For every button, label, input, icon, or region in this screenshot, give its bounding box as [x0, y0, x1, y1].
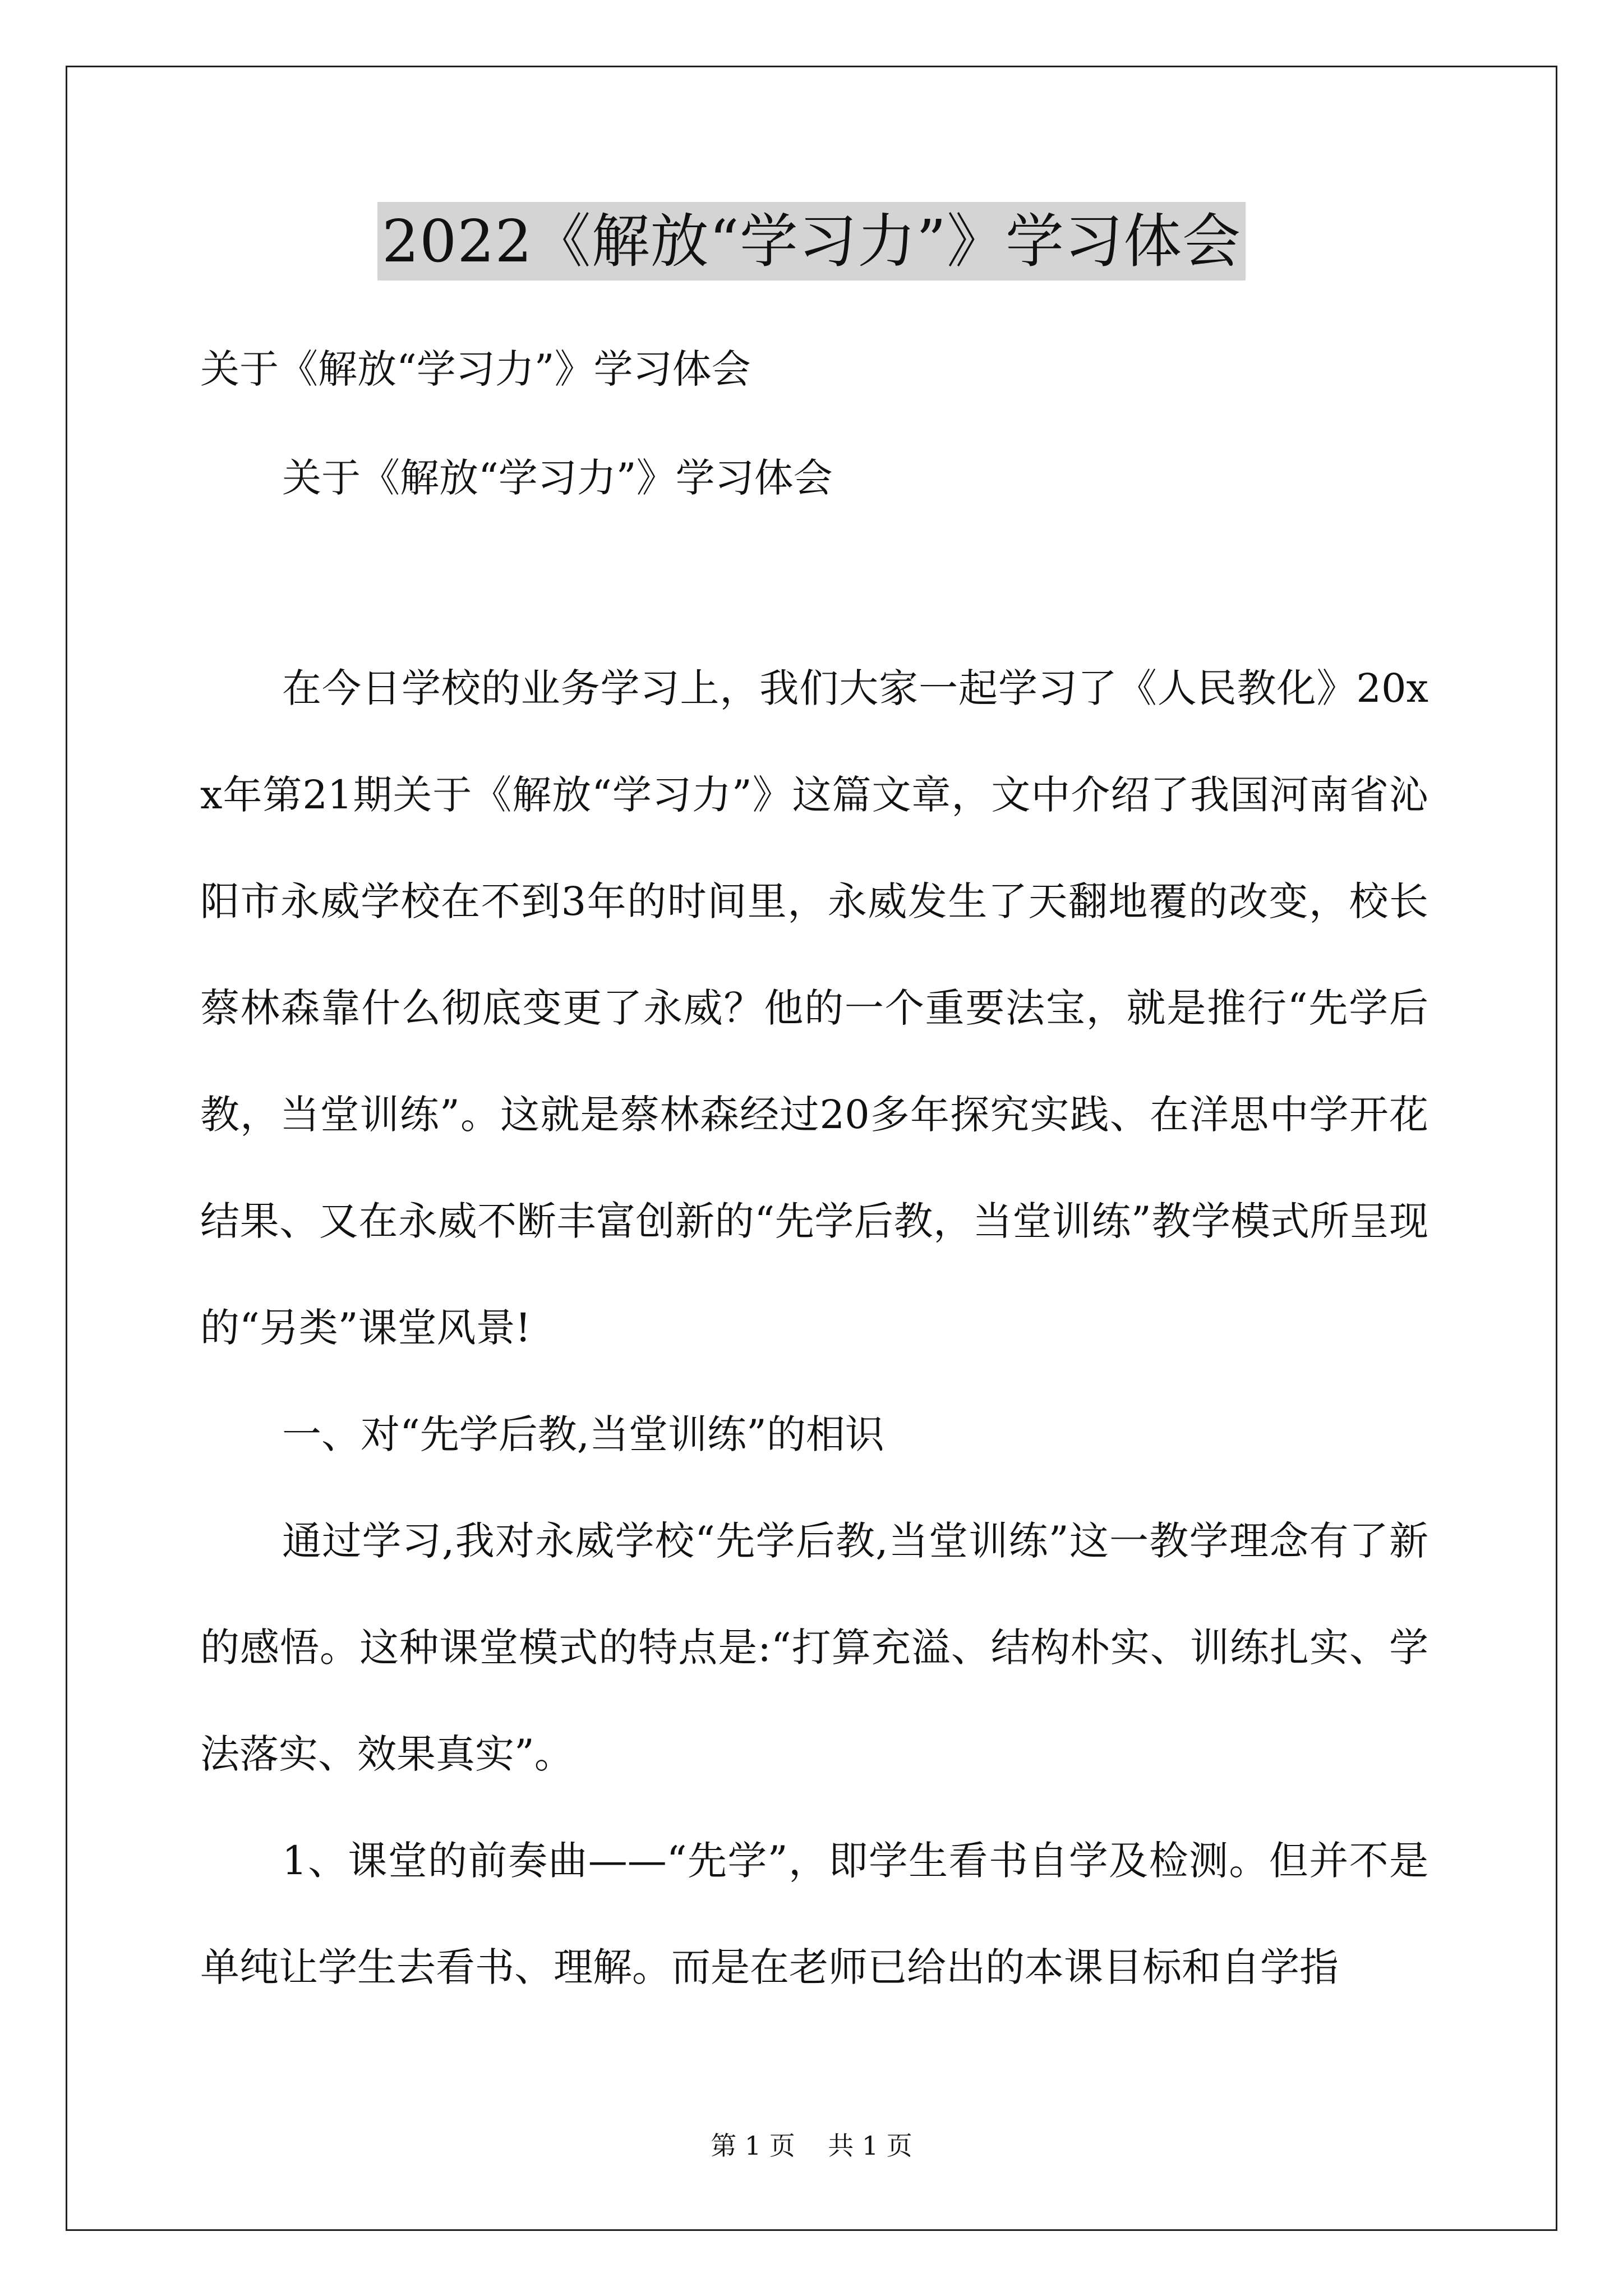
paragraph-understanding: 通过学习,我对永威学校“先学后教,当堂训练”这一教学理念有了新的感悟。这种课堂模式的特点是:“打算充溢、结构朴实、训练扎实、学法落实、效果真实”。: [200, 1518, 1428, 1777]
document-body: [200, 343, 1428, 2021]
subtitle-line-1: 关于《解放“学习力”》学习体会: [200, 346, 751, 392]
paragraph-point-1: 1、课堂的前奏曲——“先学”，即学生看书自学及检测。但并不是单纯让学生去看书、理解。而是在老师已给出的本课目标和自学指: [200, 1838, 1428, 1990]
page-footer: 第 1 页 共 1 页: [711, 2131, 912, 2161]
subtitle-line-2: 关于《解放“学习力”》学习体会: [282, 455, 833, 501]
document-title: 2022《解放“学习力”》学习体会: [377, 202, 1246, 280]
section-heading-1: 一、对“先学后教,当堂训练”的相识: [282, 1411, 884, 1457]
body-text: [200, 635, 1428, 2021]
paragraph-intro: 在今日学校的业务学习上，我们大家一起学习了《人民教化》20xx年第21期关于《解放“学习力”》这篇文章，文中介绍了我国河南省沁阳市永威学校在不到3年的时间里，永威发生了天翻地覆的改变，校长蔡林森靠什么彻底变更了永威？他的一个重要法宝，就是推行“先学后教，当堂训练”。这就是蔡林森经过20多年探究实践、在洋思中学开花结果、又在永威不断丰富创新的“先学后教，当堂训练”教学模式所呈现的“另类”课堂风景!: [200, 665, 1428, 1351]
title-container: [0, 202, 1623, 280]
